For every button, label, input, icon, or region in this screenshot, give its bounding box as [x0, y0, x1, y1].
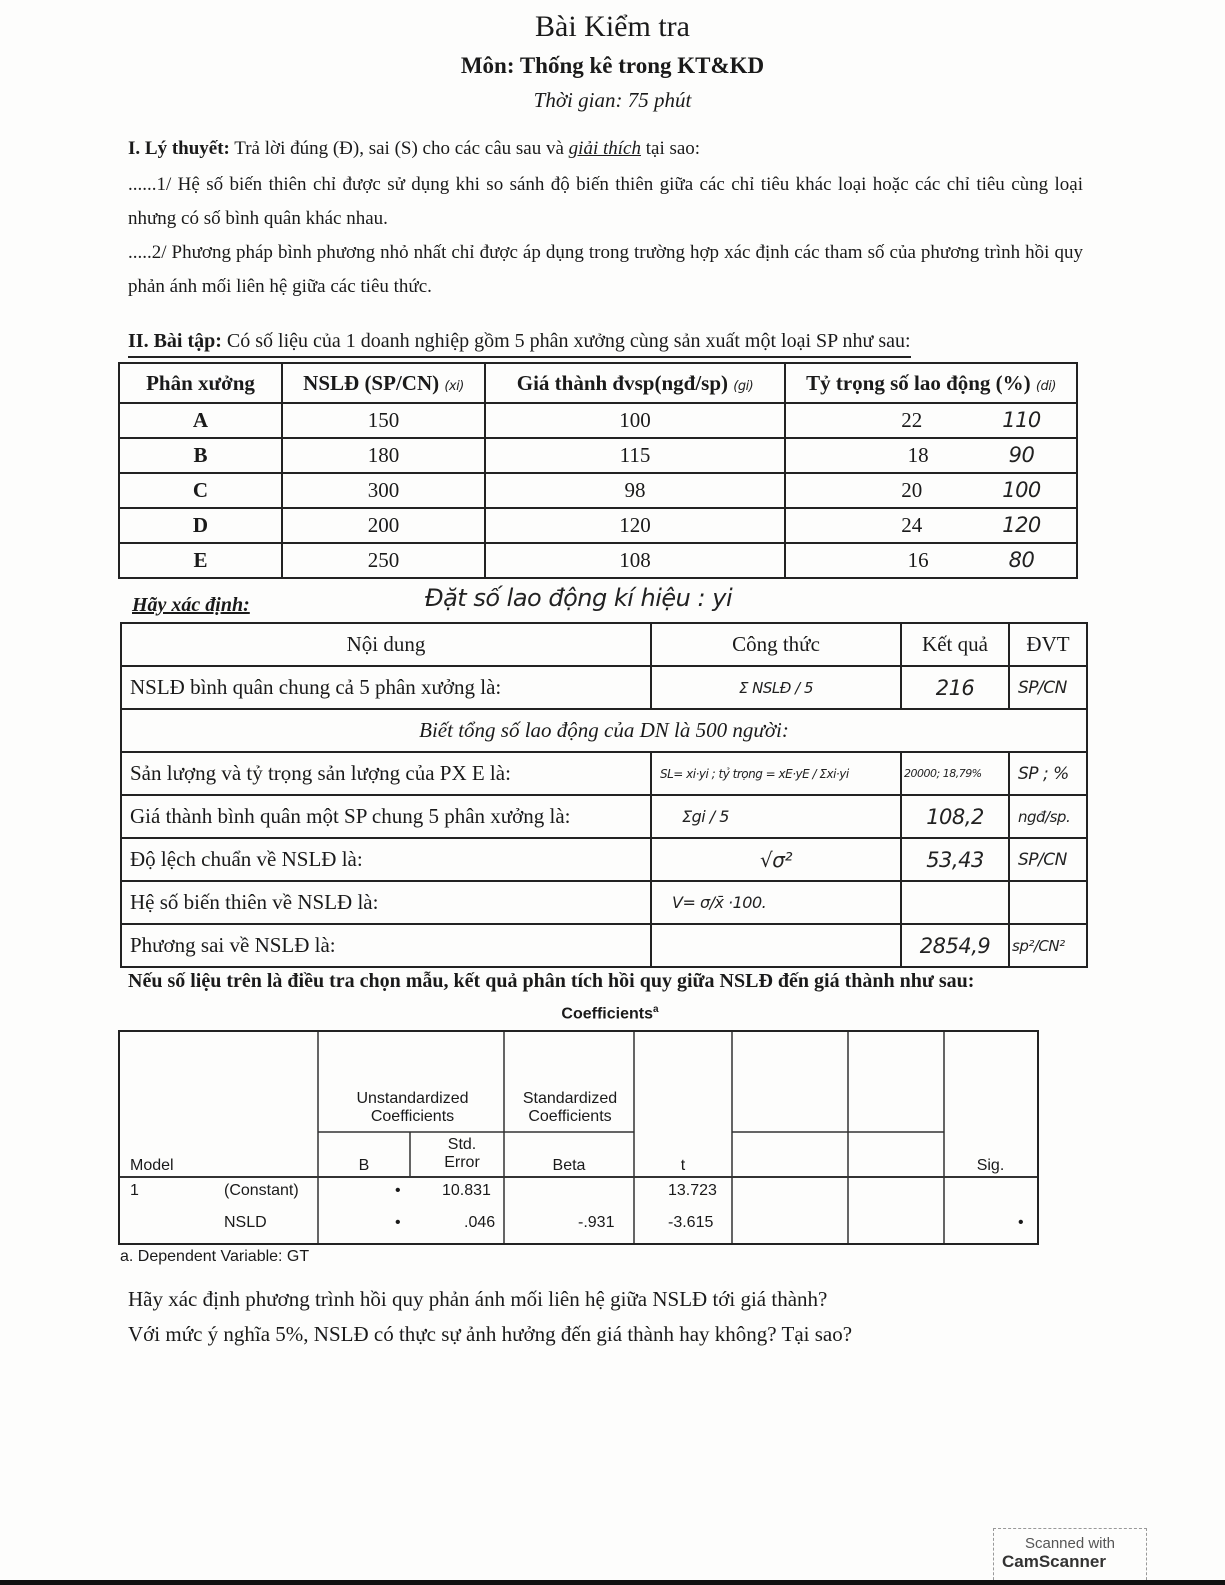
cell: -.931 — [578, 1214, 615, 1231]
col-std-error: Std. Error — [444, 1136, 480, 1171]
cell: • — [395, 1182, 401, 1199]
data-table — [118, 362, 1078, 579]
table-row: Biết tổng số lao động của DN là 500 người: — [121, 709, 1087, 752]
col-header: Nội dung — [121, 623, 651, 666]
subject: Môn: Thống kê trong KT&KD — [460, 53, 765, 78]
cell: (Constant) — [224, 1182, 299, 1199]
theory-instruction — [128, 132, 1088, 166]
instruction-end: tại sao: — [645, 138, 701, 159]
col-model: Model — [130, 1157, 174, 1174]
table-row: A 150 100 22 110 — [119, 403, 1077, 438]
table-row: D 200 120 24 120 — [119, 508, 1077, 543]
exercise-heading: II. Bài tập: — [128, 330, 222, 352]
col-header: Phân xưởng — [119, 363, 282, 403]
col-beta: Beta — [552, 1157, 586, 1174]
theory-question-2: .....2/ Phương pháp bình phương nhỏ nhất chỉ được áp dụng trong trường hợp xác định các tham số của phương trình hồi quy phản ánh mối liên hệ giữa các tiêu thức. — [128, 242, 1083, 297]
table-row: Hệ số biến thiên về NSLĐ là: V= σ/x̄ ·100. — [121, 881, 1087, 924]
footnote: a. Dependent Variable: GT — [120, 1248, 310, 1265]
handwritten-note: Đặt số lao động kí hiệu : yi — [425, 584, 733, 612]
theory-question-1: ......1/ Hệ số biến thiên chỉ được sử dụng khi so sánh độ biến thiên giữa các chỉ tiêu khác loại hoặc các chỉ tiêu cùng loại nhưng có số bình quân khác nhau. — [128, 174, 1083, 229]
exam-time: Thời gian: 75 phút — [533, 88, 692, 112]
cell: 13.723 — [668, 1182, 717, 1199]
instruction-text: Trả lời đúng (Đ), sai (S) cho các câu sau và — [234, 138, 564, 159]
determine-label: Hãy xác định: — [132, 594, 250, 616]
col-header: Tỷ trọng số lao động (%) (di) — [785, 363, 1077, 403]
cell: 1 — [130, 1182, 139, 1199]
table-row: E 250 108 16 80 — [119, 543, 1077, 578]
col-sig: Sig. — [976, 1157, 1005, 1174]
exercise-intro — [128, 326, 911, 358]
watermark-text: Scanned with — [1024, 1535, 1116, 1552]
unstandardized-header: Unstandardized Coefficients — [356, 1090, 469, 1125]
question-1: Hãy xác định phương trình hồi quy phản ánh mối liên hệ giữa NSLĐ tới giá thành? — [128, 1287, 828, 1311]
col-header: NSLĐ (SP/CN) (xi) — [282, 363, 485, 403]
col-header: Kết quả — [901, 623, 1009, 666]
table-row: B 180 115 18 90 — [119, 438, 1077, 473]
cell: • — [1018, 1214, 1024, 1231]
coefficients-table — [118, 1030, 1039, 1245]
cell: .046 — [464, 1214, 496, 1231]
theory-heading: I. Lý thuyết: — [128, 138, 230, 159]
exam-title: Bài Kiểm tra — [535, 10, 690, 43]
coefficients-title: Coefficients$^a$ — [561, 1004, 659, 1023]
cell: -3.615 — [668, 1214, 714, 1231]
table-row: Giá thành bình quân một SP chung 5 phân xưởng là: Σgi / 5 108,2 ngđ/sp. — [121, 795, 1087, 838]
regression-intro: Nếu số liệu trên là điều tra chọn mẫu, kết quả phân tích hồi quy giữa NSLĐ đến giá thành như sau: — [128, 970, 975, 992]
scanner-watermark — [993, 1528, 1147, 1585]
standardized-header: Standardized Coefficients — [522, 1090, 618, 1125]
col-header: ĐVT — [1009, 623, 1087, 666]
col-t: t — [680, 1157, 686, 1174]
table-row: C 300 98 20 100 — [119, 473, 1077, 508]
watermark-brand: CamScanner — [1002, 1552, 1106, 1571]
table-row: Phương sai về NSLĐ là: 2854,9 sp²/CN² — [121, 924, 1087, 967]
table-row: Độ lệch chuẩn về NSLĐ là: √σ² 53,43 SP/CN — [121, 838, 1087, 881]
table-row: Sản lượng và tỷ trọng sản lượng của PX E là: SL= xi·yi ; tỷ trọng = xE·yE / Σxi·yi 20000; 18,79% SP ; % — [121, 752, 1087, 795]
cell: 10.831 — [442, 1182, 491, 1199]
table-row: NSLĐ bình quân chung cả 5 phân xưởng là: Σ NSLĐ / 5 216 SP/CN — [121, 666, 1087, 709]
cell: • — [395, 1214, 401, 1231]
scan-edge — [0, 1580, 1225, 1585]
question-2: Với mức ý nghĩa 5%, NSLĐ có thực sự ảnh hưởng đến giá thành hay không? Tại sao? — [128, 1322, 853, 1346]
cell: NSLD — [224, 1214, 267, 1231]
col-header: Giá thành đvsp(ngđ/sp) (gi) — [485, 363, 785, 403]
instruction-emphasis: giải thích — [568, 138, 641, 159]
table-grid — [120, 1032, 1037, 1243]
col-b: B — [358, 1157, 370, 1174]
exercise-text: Có số liệu của 1 doanh nghiệp gồm 5 phân xưởng cùng sản xuất một loại SP như sau: — [226, 330, 911, 352]
result-table — [120, 622, 1088, 968]
col-header: Công thức — [651, 623, 901, 666]
